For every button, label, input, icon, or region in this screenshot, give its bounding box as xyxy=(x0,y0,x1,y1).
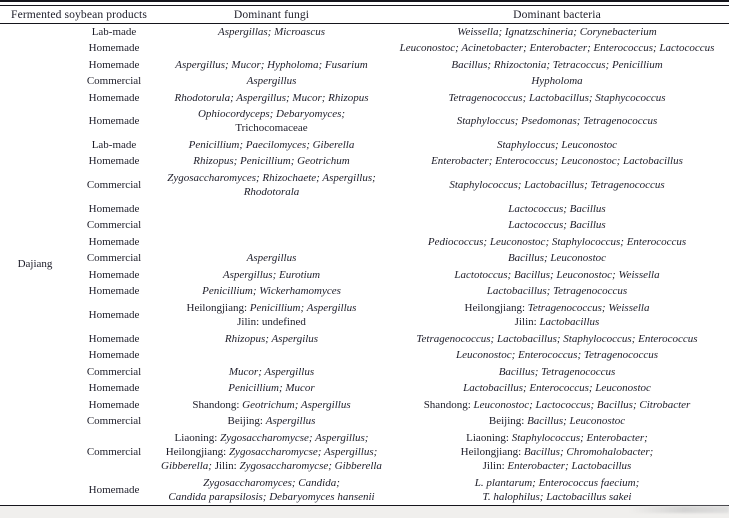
italic-taxon-text: T. halophilus; Lactobacillus sakei xyxy=(482,490,632,503)
fermented-soybean-table xyxy=(0,5,729,507)
bottom-page-band xyxy=(0,506,729,518)
italic-taxon-text: Candida parapsilosis; Debaryomyces hansenii xyxy=(168,490,375,503)
upright-text: Heilongjiang: xyxy=(165,445,229,458)
bacteria-cell xyxy=(385,201,729,218)
bacteria-cell xyxy=(385,267,729,284)
taxa-line xyxy=(387,431,727,445)
fungi-cell xyxy=(158,170,385,201)
italic-taxon-text: Geotrichum; Aspergillus xyxy=(242,398,351,411)
product-type-cell xyxy=(70,250,158,267)
italic-taxon-text: Tetragenococcus; Lactobacillus; Staphylococcus; Enterococcus xyxy=(416,332,698,345)
taxa-line xyxy=(387,41,727,55)
italic-taxon-text: Tetragenococcus; Weissella xyxy=(527,301,650,314)
italic-taxon-text: Bacillus; Rhizoctonia; Tetracoccus; Penicillium xyxy=(451,58,663,71)
taxa-line xyxy=(160,121,383,135)
fungi-cell xyxy=(158,201,385,218)
product-type-cell xyxy=(70,57,158,74)
taxa-line xyxy=(160,365,383,379)
product-type-label: Homemade xyxy=(88,58,140,71)
taxa-line xyxy=(160,107,383,121)
italic-taxon-text: Aspergillus; Eurotium xyxy=(222,268,321,281)
product-type-label: Commercial xyxy=(86,415,142,428)
product-type-cell xyxy=(70,153,158,170)
taxa-line xyxy=(387,202,727,216)
italic-taxon-text: Rhodotorala xyxy=(243,186,300,199)
taxa-line xyxy=(387,251,727,265)
taxa-line xyxy=(160,74,383,88)
italic-taxon-text: Leuconostoc; Lactococcus; Bacillus; Citrobacter xyxy=(473,398,691,411)
product-type-cell xyxy=(70,40,158,57)
bacteria-cell xyxy=(385,234,729,251)
fungi-cell xyxy=(158,475,385,506)
bottom-right-smudge xyxy=(629,506,729,513)
product-type-cell xyxy=(70,73,158,90)
fungi-cell xyxy=(158,24,385,41)
taxa-line xyxy=(160,25,383,39)
bacteria-cell xyxy=(385,330,729,347)
italic-taxon-text: Penicillium; Aspergillus xyxy=(249,301,357,314)
taxa-line xyxy=(160,91,383,105)
taxa-line xyxy=(387,154,727,168)
product-type-label: Homemade xyxy=(88,349,140,362)
italic-taxon-text: Penicillium; Wickerhamomyces xyxy=(202,285,341,298)
bacteria-cell xyxy=(385,90,729,107)
fungi-cell xyxy=(158,300,385,331)
column-header-fungi: Dominant fungi xyxy=(233,7,310,21)
product-type-cell xyxy=(70,283,158,300)
product-type-cell xyxy=(70,267,158,284)
italic-taxon-text: Tetragenococcus; Lactobacillus; Staphycococcus xyxy=(448,91,666,104)
taxa-line xyxy=(160,381,383,395)
fungi-cell xyxy=(158,234,385,251)
product-type-cell xyxy=(70,429,158,474)
product-group-label: Dajiang xyxy=(17,258,53,271)
taxa-line xyxy=(387,284,727,298)
italic-taxon-text: Gibberella; xyxy=(161,460,215,473)
upright-text: Shandong: xyxy=(423,398,474,411)
taxa-line xyxy=(387,381,727,395)
bacteria-cell xyxy=(385,40,729,57)
taxa-line xyxy=(387,268,727,282)
product-type-label: Homemade xyxy=(88,285,140,298)
taxa-line xyxy=(387,218,727,232)
fungi-cell xyxy=(158,40,385,57)
italic-taxon-text: Bacillus; Chromohalobacter; xyxy=(523,445,654,458)
product-type-label: Commercial xyxy=(86,179,142,192)
italic-taxon-text: Leuconostoc; Acinetobacter; Enterobacter; Enterococcus; Lactococcus xyxy=(399,42,715,55)
product-type-cell xyxy=(70,396,158,413)
fungi-cell xyxy=(158,73,385,90)
italic-taxon-text: Bacillus; Tetragenococcus xyxy=(498,365,616,378)
fungi-cell xyxy=(158,153,385,170)
italic-taxon-text: Lactobacillus; Enterococcus; Leuconostoc xyxy=(463,382,651,395)
italic-taxon-text: Aspergillas; Microascus xyxy=(217,25,326,38)
taxa-line xyxy=(387,348,727,362)
taxa-line xyxy=(387,138,727,152)
upright-text: Jilin: xyxy=(214,460,240,473)
fungi-cell xyxy=(158,413,385,430)
product-type-cell xyxy=(70,24,158,41)
fungi-cell xyxy=(158,106,385,137)
taxa-line xyxy=(387,398,727,412)
upright-text: Shandong: xyxy=(192,398,243,411)
upright-text: Liaoning: xyxy=(466,431,512,444)
italic-taxon-text: L. plantarum; Enterococcus faecium; xyxy=(474,476,640,489)
italic-taxon-text: Pediococcus; Leuconostoc; Staphylococcus; Enterococcus xyxy=(427,235,687,248)
table-header-row xyxy=(0,5,729,24)
italic-taxon-text: Weissella; Ignatzschineria; Corynebacterium xyxy=(457,25,657,38)
taxa-line xyxy=(160,490,383,504)
table-body xyxy=(0,24,729,507)
italic-taxon-text: Rhodotorula; Aspergillus; Mucor; Rhizopus xyxy=(174,91,369,104)
fungi-cell xyxy=(158,267,385,284)
bacteria-cell xyxy=(385,413,729,430)
page-top-rule xyxy=(0,0,729,2)
taxa-line xyxy=(160,185,383,199)
bacteria-cell xyxy=(385,153,729,170)
taxa-line xyxy=(387,315,727,329)
italic-taxon-text: Staphylococcus; Enterobacter; xyxy=(511,431,648,444)
product-type-cell xyxy=(70,137,158,154)
italic-taxon-text: Zygosaccharomycse; Gibberella xyxy=(239,460,382,473)
italic-taxon-text: Zygosaccharomycse; Aspergillus; xyxy=(228,445,378,458)
bacteria-cell xyxy=(385,347,729,364)
product-type-label: Homemade xyxy=(88,235,140,248)
taxa-line xyxy=(387,476,727,490)
fungi-cell xyxy=(158,330,385,347)
italic-taxon-text: Lactococcus; Bacillus xyxy=(508,202,606,215)
upright-text: Jilin: undefined xyxy=(237,316,306,329)
italic-taxon-text: Ophiocordyceps; Debaryomyces; xyxy=(197,108,346,121)
taxa-line xyxy=(160,315,383,329)
upright-text: Beijing: xyxy=(488,415,528,428)
product-type-label: Homemade xyxy=(88,42,140,55)
italic-taxon-text: Bacillus; Leuconostoc xyxy=(507,252,607,265)
taxa-line xyxy=(160,414,383,428)
taxa-line xyxy=(160,154,383,168)
italic-taxon-text: Zygosaccharomycse; Aspergillus; xyxy=(220,431,369,444)
italic-taxon-text: Bacillus; Leuconostoc xyxy=(527,415,626,428)
upright-text: Heilongjiang: xyxy=(460,445,524,458)
taxa-line xyxy=(160,459,383,473)
italic-taxon-text: Penicillium; Paecilomyces; Giberella xyxy=(188,138,355,151)
fungi-cell xyxy=(158,57,385,74)
taxa-line xyxy=(160,284,383,298)
italic-taxon-text: Hypholoma xyxy=(531,75,583,88)
product-type-label: Homemade xyxy=(88,91,140,104)
product-type-cell xyxy=(70,217,158,234)
italic-taxon-text: Staphyloccus; Leuconostoc xyxy=(496,138,618,151)
upright-text: Liaoning: xyxy=(174,431,221,444)
taxa-line xyxy=(387,91,727,105)
bacteria-cell xyxy=(385,475,729,506)
italic-taxon-text: Lactococcus; Bacillus xyxy=(508,219,606,232)
taxa-line xyxy=(160,251,383,265)
bacteria-cell xyxy=(385,300,729,331)
fungi-cell xyxy=(158,363,385,380)
product-type-label: Homemade xyxy=(88,115,140,128)
italic-taxon-text: Rhizopus; Aspergilus xyxy=(224,332,319,345)
taxa-line xyxy=(387,58,727,72)
product-type-label: Homemade xyxy=(88,332,140,345)
fungi-cell xyxy=(158,250,385,267)
taxa-line xyxy=(387,114,727,128)
product-type-label: Homemade xyxy=(88,202,140,215)
italic-taxon-text: Leuconostoc; Enterococcus; Tetragenococcus xyxy=(455,349,659,362)
product-type-label: Commercial xyxy=(86,365,142,378)
taxa-line xyxy=(160,445,383,459)
taxa-line xyxy=(387,74,727,88)
fungi-cell xyxy=(158,137,385,154)
italic-taxon-text: Aspergillus xyxy=(246,252,297,265)
taxa-line xyxy=(160,171,383,185)
taxa-line xyxy=(160,398,383,412)
taxa-line xyxy=(387,414,727,428)
fungi-cell xyxy=(158,429,385,474)
upright-text: Jilin: xyxy=(482,460,508,473)
product-group-cell xyxy=(0,24,70,506)
taxa-line xyxy=(387,365,727,379)
product-type-cell xyxy=(70,300,158,331)
italic-taxon-text: Lactotoccus; Bacillus; Leuconostoc; Weissella xyxy=(454,268,660,281)
product-type-cell xyxy=(70,475,158,506)
taxa-line xyxy=(387,459,727,473)
bacteria-cell xyxy=(385,363,729,380)
italic-taxon-text: Staphyloccus; Psedomonas; Tetragenococcus xyxy=(456,115,658,128)
bacteria-cell xyxy=(385,57,729,74)
product-type-cell xyxy=(70,413,158,430)
product-type-label: Homemade xyxy=(88,308,140,321)
product-type-label: Commercial xyxy=(86,445,142,458)
product-type-label: Commercial xyxy=(86,75,142,88)
taxa-line xyxy=(387,332,727,346)
italic-taxon-text: Enterobacter; Enterococcus; Leuconostoc; Lactobacillus xyxy=(431,155,683,168)
fungi-cell xyxy=(158,217,385,234)
taxa-line xyxy=(160,58,383,72)
italic-taxon-text: Penicillium; Mucor xyxy=(228,382,315,395)
taxa-line xyxy=(160,431,383,445)
bacteria-cell xyxy=(385,283,729,300)
bacteria-cell xyxy=(385,217,729,234)
product-type-label: Homemade xyxy=(88,398,140,411)
taxa-line xyxy=(160,268,383,282)
italic-taxon-text: Rhizopus; Penicillium; Geotrichum xyxy=(193,155,350,168)
product-type-cell xyxy=(70,106,158,137)
italic-taxon-text: Mucor; Aspergillus xyxy=(228,365,315,378)
upright-text: Jilin: xyxy=(514,316,540,329)
product-type-cell xyxy=(70,380,158,397)
product-type-label: Homemade xyxy=(88,268,140,281)
fungi-cell xyxy=(158,283,385,300)
taxa-line xyxy=(387,301,727,315)
bacteria-cell xyxy=(385,137,729,154)
taxa-line xyxy=(160,138,383,152)
bacteria-cell xyxy=(385,250,729,267)
product-type-label: Lab-made xyxy=(91,25,137,38)
upright-text: Heilongjiang: xyxy=(464,301,528,314)
upright-text: Heilongjiang: xyxy=(186,301,250,314)
italic-taxon-text: Zygosaccharomyces; Candida; xyxy=(203,476,340,489)
product-type-label: Homemade xyxy=(88,483,140,496)
product-type-label: Homemade xyxy=(88,155,140,168)
product-type-cell xyxy=(70,234,158,251)
column-header-bacteria: Dominant bacteria xyxy=(513,7,601,21)
italic-taxon-text: Zygosaccharomyces; Rhizochaete; Aspergillus; xyxy=(167,171,376,184)
italic-taxon-text: Aspergillus xyxy=(246,75,297,88)
fungi-cell xyxy=(158,90,385,107)
product-type-cell xyxy=(70,201,158,218)
upright-text: Beijing: xyxy=(227,415,266,428)
product-type-cell xyxy=(70,170,158,201)
product-type-label: Homemade xyxy=(88,382,140,395)
product-type-label: Commercial xyxy=(86,252,142,265)
taxa-line xyxy=(160,476,383,490)
upright-text: Trichocomaceae xyxy=(235,122,308,135)
italic-taxon-text: Enterobacter; Lactobacillus xyxy=(507,460,632,473)
product-type-cell xyxy=(70,90,158,107)
bacteria-cell xyxy=(385,170,729,201)
taxa-line xyxy=(387,25,727,39)
italic-taxon-text: Aspergillus; Mucor; Hypholoma; Fusarium xyxy=(175,58,368,71)
bacteria-cell xyxy=(385,106,729,137)
product-type-cell xyxy=(70,363,158,380)
taxa-line xyxy=(387,178,727,192)
fungi-cell xyxy=(158,396,385,413)
bacteria-cell xyxy=(385,380,729,397)
bacteria-cell xyxy=(385,73,729,90)
taxa-line xyxy=(387,445,727,459)
italic-taxon-text: Aspergillus xyxy=(265,415,316,428)
italic-taxon-text: Staphylococcus; Lactobacillus; Tetragenococcus xyxy=(449,179,665,192)
taxa-line xyxy=(387,490,727,504)
product-type-cell xyxy=(70,330,158,347)
taxa-line xyxy=(160,301,383,315)
fungi-cell xyxy=(158,347,385,364)
product-type-label: Lab-made xyxy=(91,138,137,151)
italic-taxon-text: Lactobacillus; Tetragenococcus xyxy=(486,285,628,298)
column-header-products: Fermented soybean products xyxy=(11,7,147,21)
fungi-cell xyxy=(158,380,385,397)
bacteria-cell xyxy=(385,24,729,41)
product-type-label: Commercial xyxy=(86,219,142,232)
product-type-cell xyxy=(70,347,158,364)
bacteria-cell xyxy=(385,396,729,413)
italic-taxon-text: Lactobacillus xyxy=(539,316,600,329)
bacteria-cell xyxy=(385,429,729,474)
taxa-line xyxy=(160,332,383,346)
taxa-line xyxy=(387,235,727,249)
